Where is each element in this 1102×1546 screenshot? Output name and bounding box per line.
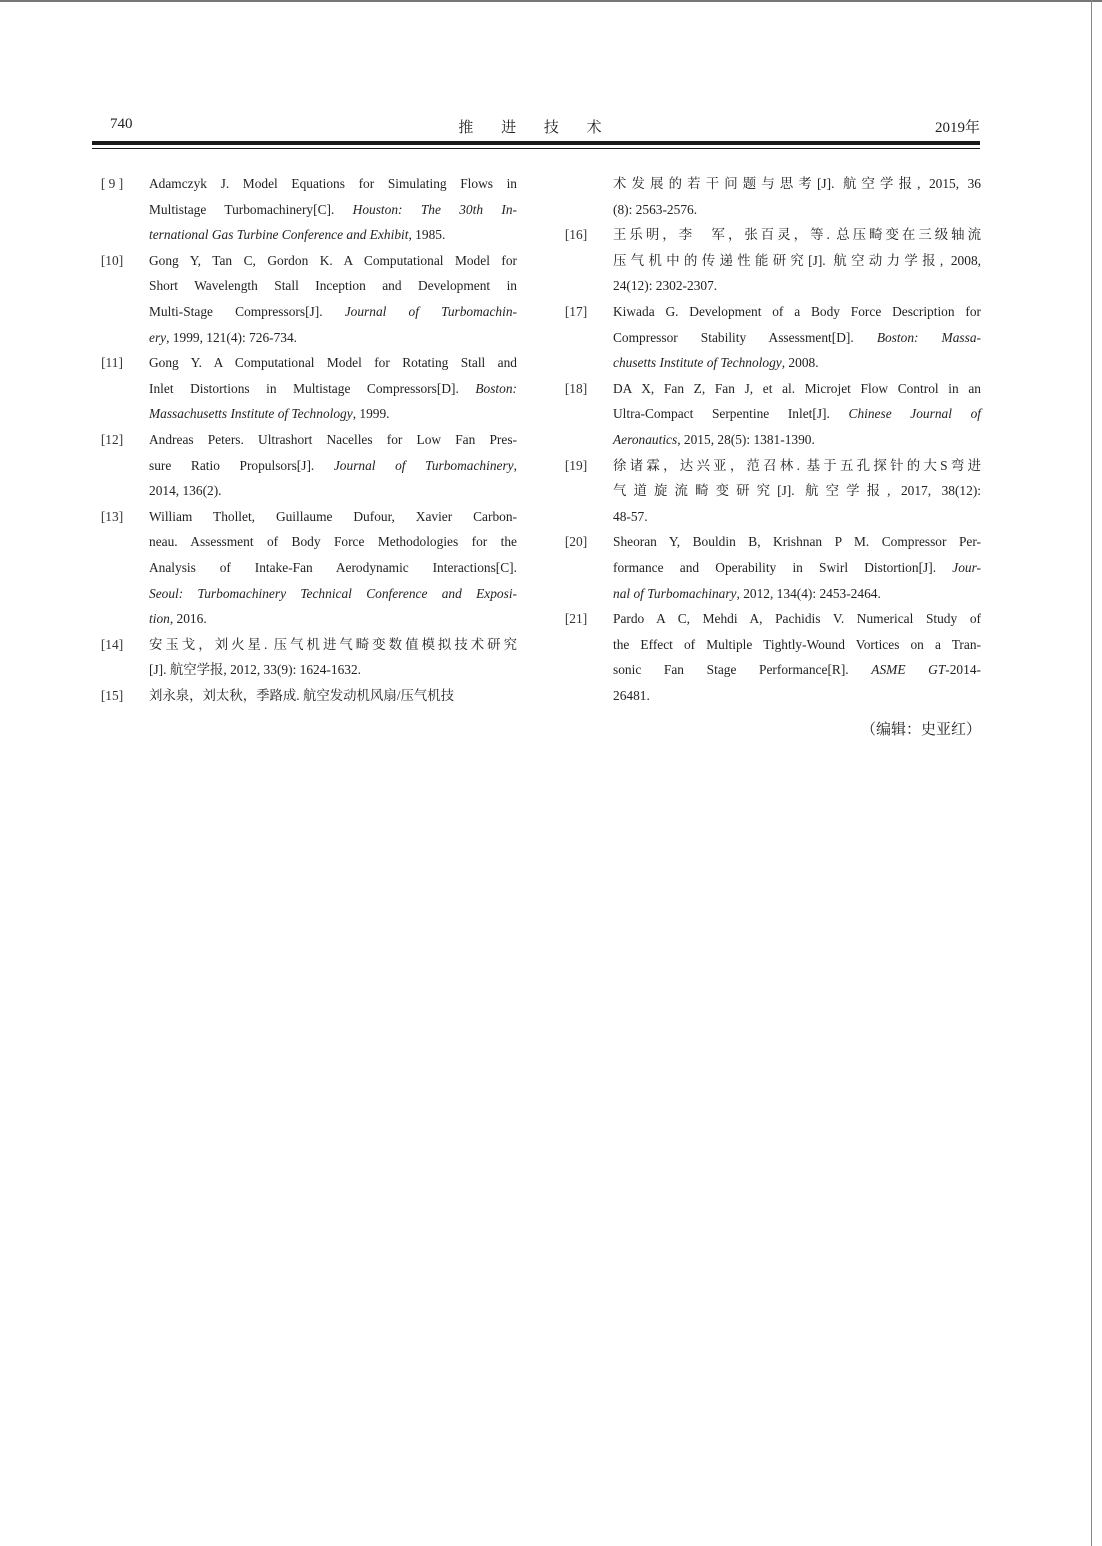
reference-text: sonic Fan Stage Performance[R]. (613, 662, 872, 678)
reference-line (613, 273, 981, 299)
reference-text-italic: Aeronautics (613, 431, 678, 447)
reference-text: Analysis of Intake-Fan Aerodynamic Interactions[C]. (149, 559, 517, 575)
reference-entry (556, 171, 981, 222)
reference-text: 26481. (613, 687, 650, 703)
page-number: 740 (110, 116, 133, 132)
reference-text: Andreas Peters. Ultrashort Nacelles for Low Fan Pres- (149, 431, 517, 447)
reference-number: [ 9 ] (100, 176, 124, 191)
reference-entry (556, 376, 981, 453)
reference-line (613, 171, 981, 197)
reference-line (613, 683, 981, 709)
running-header (92, 116, 980, 140)
reference-number: [21] (564, 611, 588, 627)
reference-number: [15] (100, 687, 124, 703)
reference-text: 徐诸霖，达兴亚，范召林. 基于五孔探针的大S弯进 (613, 457, 981, 473)
reference-text: formance and Operability in Swirl Distortion[J]. (613, 559, 953, 575)
reference-line (149, 478, 517, 504)
reference-entry (556, 299, 981, 376)
reference-line (149, 248, 517, 274)
reference-line (149, 273, 517, 299)
reference-number: [20] (564, 534, 588, 550)
reference-entry (92, 350, 517, 427)
header-rule-thin (92, 148, 980, 149)
reference-text: , 2008. (781, 355, 819, 371)
reference-text-italic: nal of Turbomachinary (613, 585, 737, 601)
reference-line (149, 325, 517, 351)
reference-text: Gong Y, Tan C, Gordon K. A Computational Model for (149, 252, 517, 268)
reference-line (613, 222, 981, 248)
reference-text: 24(12): 2302-2307. (613, 278, 718, 294)
reference-text: 气道旋流畸变研究[J]. 航空学报, 2017, 38(12): (613, 483, 981, 499)
reference-line (149, 632, 517, 658)
reference-text: sure Ratio Propulsors[J]. (149, 457, 334, 473)
reference-number: [19] (564, 457, 588, 473)
reference-line (613, 504, 981, 530)
reference-entry (92, 504, 517, 632)
reference-text: Gong Y. A Computational Model for Rotating Stall and (149, 355, 517, 371)
reference-line (613, 529, 981, 555)
reference-line (149, 401, 517, 427)
reference-text-italic: Journal of Turbomachinery (333, 457, 514, 473)
reference-line (613, 325, 981, 351)
reference-entry (556, 529, 981, 606)
reference-entry (556, 222, 981, 299)
reference-text: , 1999, 121(4): 726-734. (166, 329, 298, 345)
reference-text-italic: Journal of Turbomachin- (344, 303, 518, 319)
reference-text-italic: Massachusetts Institute of Technology (149, 406, 353, 422)
reference-text-italic: Boston: Massa- (876, 329, 981, 345)
issue-year: 2019年 (934, 120, 980, 136)
reference-line (149, 453, 517, 479)
reference-line (149, 427, 517, 453)
reference-text: Compressor Stability Assessment[D]. (613, 329, 877, 345)
reference-number: [17] (564, 303, 588, 319)
reference-number: [16] (564, 227, 588, 243)
reference-text: Kiwada G. Development of a Body Force Description for (613, 303, 981, 319)
reference-text: DA X, Fan Z, Fan J, et al. Microjet Flow Control in an (613, 380, 981, 396)
reference-line (149, 197, 517, 223)
reference-number: [18] (564, 380, 588, 396)
reference-entry (92, 683, 517, 709)
reference-text: 48-57. (613, 508, 648, 524)
reference-line (613, 632, 981, 658)
reference-line (613, 606, 981, 632)
reference-text: 2014, 136(2). (149, 483, 222, 499)
reference-text: Pardo A C, Mehdi A, Pachidis V. Numerical Study of (613, 611, 981, 627)
reference-text: Multi-Stage Compressors[J]. (149, 303, 345, 319)
reference-number: [12] (100, 431, 124, 447)
reference-text-italic: Jour- (952, 559, 981, 575)
reference-text: , 1985. (408, 227, 446, 243)
reference-text-italic: tion (149, 611, 170, 627)
reference-line (149, 222, 517, 248)
reference-text: 王乐明，李 军，张百灵，等. 总压畸变在三级轴流 (613, 227, 981, 243)
reference-column-right (556, 171, 981, 708)
reference-entry (556, 453, 981, 530)
reference-text: , 1999. (352, 406, 390, 422)
reference-line (149, 299, 517, 325)
reference-line (613, 299, 981, 325)
reference-line (613, 427, 981, 453)
page-top-border (0, 0, 1102, 2)
reference-number: [13] (100, 508, 124, 524)
reference-text: , 2012, 134(4): 2453-2464. (736, 585, 881, 601)
header-rule-thick (92, 141, 980, 145)
reference-line (613, 376, 981, 402)
reference-text-italic: chusetts Institute of Technology (613, 355, 782, 371)
reference-line (149, 350, 517, 376)
reference-text: , 2015, 28(5): 1381-1390. (677, 431, 815, 447)
reference-text: 安玉戈，刘火星. 压气机进气畸变数值模拟技术研究 (149, 636, 517, 652)
reference-line (149, 504, 517, 530)
reference-text: [J]. 航空学报, 2012, 33(9): 1624-1632. (149, 662, 362, 678)
reference-text: neau. Assessment of Body Force Methodologies for the (149, 534, 517, 550)
reference-text: 压气机中的传递性能研究[J]. 航空动力学报, 2008, (613, 252, 981, 268)
reference-line (613, 197, 981, 223)
reference-entry (92, 171, 517, 248)
reference-number: [10] (100, 252, 124, 268)
reference-number: [14] (100, 636, 124, 652)
reference-text-italic: ASME GT (871, 662, 946, 678)
reference-text: William Thollet, Guillaume Dufour, Xavier Carbon- (149, 508, 517, 524)
reference-entry (556, 606, 981, 708)
reference-text-italic: Houston: The 30th In- (352, 201, 517, 217)
reference-entry (92, 632, 517, 683)
reference-line (149, 606, 517, 632)
reference-line (149, 555, 517, 581)
reference-line (613, 555, 981, 581)
reference-line (149, 171, 517, 197)
reference-text: 刘永泉，刘太秋，季路成. 航空发动机风扇/压气机技 (149, 687, 455, 703)
reference-entry (92, 427, 517, 504)
reference-text: the Effect of Multiple Tightly-Wound Vortices on a Tran- (613, 636, 981, 652)
reference-line (613, 581, 981, 607)
reference-text: Ultra-Compact Serpentine Inlet[J]. (613, 406, 849, 422)
journal-title: 推 进 技 术 (458, 120, 614, 136)
reference-text: , 2016. (169, 611, 207, 627)
reference-line (613, 401, 981, 427)
reference-line (613, 350, 981, 376)
reference-text: -2014- (945, 662, 981, 678)
reference-line (149, 581, 517, 607)
reference-line (149, 657, 517, 683)
editor-note: （编辑：史亚红） (860, 722, 981, 738)
reference-line (149, 529, 517, 555)
reference-text-italic: Chinese Journal of (848, 406, 981, 422)
reference-line (613, 453, 981, 479)
reference-line (149, 683, 517, 709)
reference-text: Adamczyk J. Model Equations for Simulating Flows in (149, 176, 517, 191)
reference-number: [11] (101, 355, 123, 371)
reference-text-italic: ternational Gas Turbine Conference and Exhibit (149, 227, 409, 243)
reference-column-left (92, 171, 517, 708)
reference-text: Inlet Distortions in Multistage Compressors[D]. (149, 380, 476, 396)
reference-text-italic: Seoul: Turbomachinery Technical Conference and Exposi- (149, 585, 517, 601)
reference-entry (92, 248, 517, 350)
page-right-border (1091, 0, 1092, 1546)
reference-text: Sheoran Y, Bouldin B, Krishnan P M. Compressor Per- (613, 534, 981, 550)
reference-line (613, 478, 981, 504)
reference-text: (8): 2563-2576. (613, 201, 698, 217)
reference-line (613, 657, 981, 683)
reference-text-italic: Boston: (475, 380, 517, 396)
reference-text: Short Wavelength Stall Inception and Development in (149, 278, 517, 294)
reference-text: Multistage Turbomachinery[C]. (149, 201, 353, 217)
reference-text-italic: ery (149, 329, 167, 345)
reference-text: , (513, 457, 517, 473)
reference-line (149, 376, 517, 402)
reference-line (613, 248, 981, 274)
reference-text: 术发展的若干问题与思考[J]. 航空学报, 2015, 36 (613, 176, 981, 191)
